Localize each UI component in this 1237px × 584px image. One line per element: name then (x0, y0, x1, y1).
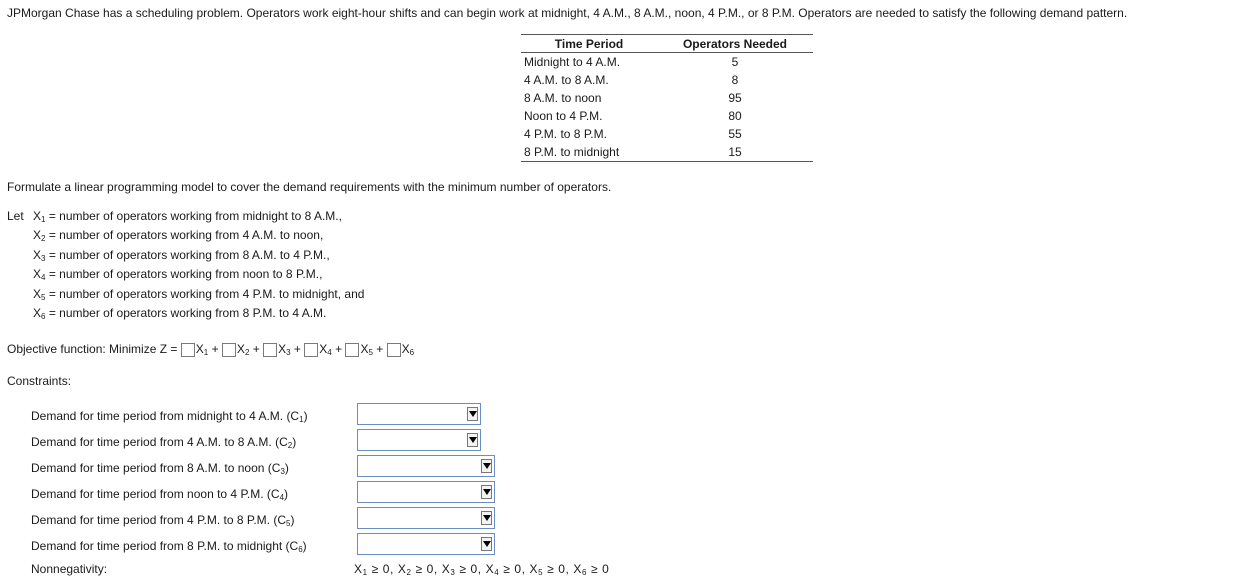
constraint-label-c6: Demand for time period from 8 P.M. to midnight $(C_6)$ (31, 539, 307, 554)
var-description: = number of operators working from noon to 8 P.M., (48, 267, 323, 281)
objective-function: Objective function: Minimize $Z = X_1 + X_2 + X_3 + X_4 + X_5 + X_6$ (7, 342, 415, 357)
constraints-heading: Constraints: (7, 374, 72, 388)
var-subscript: 4 (41, 273, 46, 282)
table-row (521, 107, 813, 125)
chevron-down-icon[interactable] (467, 433, 478, 447)
period-cell: 8 P.M. to midnight (521, 143, 657, 162)
variable-definition: $X_2$ = number of operators working from 4 A.M. to noon, (33, 228, 324, 243)
coefficient-input-x6[interactable] (387, 343, 401, 357)
coefficient-input-x4[interactable] (304, 343, 318, 357)
constraint-select-c2[interactable] (357, 429, 481, 451)
table-row (521, 71, 813, 89)
chevron-down-icon[interactable] (481, 511, 492, 525)
variable-definition: $X_3$ = number of operators working from 8 A.M. to 4 P.M., (33, 248, 330, 263)
var-description: = number of operators working from 8 A.M. to 4 P.M., (48, 248, 330, 262)
needed-cell: 15 (657, 143, 813, 162)
var-description: = number of operators working from 8 P.M. to 4 A.M. (48, 306, 327, 320)
table-row (521, 89, 813, 107)
period-cell: Midnight to 4 A.M. (524, 55, 621, 69)
instruction-text: Formulate a linear programming model to cover the demand requirements with the minimum number of operators. (7, 180, 612, 194)
constraint-select-c3[interactable] (357, 455, 495, 477)
var-subscript: 5 (41, 293, 46, 302)
period-cell: 4 P.M. to 8 P.M. (524, 127, 607, 141)
constraint-label-c3: Demand for time period from 8 A.M. to noon $(C_3)$ (31, 461, 289, 476)
problem-intro: JPMorgan Chase has a scheduling problem. Operators work eight-hour shifts and can begin work at midnight, 4 A.M., 8 A.M., noon, 4 P.M., or 8 P.M. Operators are needed to satisfy the following demand pattern. (7, 6, 1128, 20)
var-subscript: 6 (41, 312, 46, 321)
table-row (521, 143, 813, 162)
demand-table (521, 34, 813, 162)
constraint-select-c1[interactable] (357, 403, 481, 425)
let-label: Let (7, 209, 24, 223)
var-subscript: 2 (41, 234, 46, 243)
chevron-down-icon[interactable] (481, 537, 492, 551)
table-row (521, 53, 813, 72)
objective-label: Objective function: Minimize Z = (7, 342, 178, 356)
needed-cell: 55 (728, 127, 742, 141)
needed-cell: 5 (731, 55, 739, 69)
period-cell: 8 A.M. to noon (524, 91, 602, 105)
chevron-down-icon[interactable] (481, 485, 492, 499)
period-cell: 4 A.M. to 8 A.M. (524, 73, 609, 87)
coefficient-input-x2[interactable] (222, 343, 236, 357)
constraint-select-c6[interactable] (357, 533, 495, 555)
needed-cell: 80 (728, 109, 742, 123)
variable-definition: $X_5$ = number of operators working from 4 P.M. to midnight, and (33, 287, 365, 302)
needed-cell: 8 (731, 73, 739, 87)
needed-cell: 95 (728, 91, 742, 105)
table-row (521, 125, 813, 143)
nonnegativity-label: Nonnegativity: (31, 562, 108, 576)
variable-definition: $X_4$ = number of operators working from noon to 8 P.M., (33, 267, 323, 282)
chevron-down-icon[interactable] (481, 459, 492, 473)
constraint-label-c4: Demand for time period from noon to 4 P.M. $(C_4)$ (31, 487, 289, 502)
constraint-label-c1: Demand for time period from midnight to 4 A.M. $(C_1)$ (31, 409, 308, 424)
var-subscript: 1 (41, 215, 46, 224)
coefficient-input-x1[interactable] (181, 343, 195, 357)
header-time-period: Time Period (521, 35, 657, 53)
constraint-select-c4[interactable] (357, 481, 495, 503)
variable-definition: $X_6$ = number of operators working from 8 P.M. to 4 A.M. (33, 306, 327, 321)
coefficient-input-x5[interactable] (345, 343, 359, 357)
var-subscript: 3 (41, 254, 46, 263)
nonnegativity-expression: $X_1 \ge 0$, $X_2 \ge 0$, $X_3 \ge 0$, $X_4 \ge 0$, $X_5 \ge 0$, $X_6 \ge 0$ (354, 562, 610, 577)
coefficient-input-x3[interactable] (263, 343, 277, 357)
var-description: = number of operators working from 4 P.M. to midnight, and (48, 287, 365, 301)
constraint-select-c5[interactable] (357, 507, 495, 529)
var-description: = number of operators working from 4 A.M. to noon, (48, 228, 324, 242)
constraint-label-c2: Demand for time period from 4 A.M. to 8 A.M. $(C_2)$ (31, 435, 297, 450)
var-description: = number of operators working from midnight to 8 A.M., (48, 209, 342, 223)
period-cell: Noon to 4 P.M. (524, 109, 603, 123)
variable-definition: $X_1$ = number of operators working from midnight to 8 A.M., (33, 209, 342, 224)
header-operators-needed: Operators Needed (657, 35, 813, 53)
chevron-down-icon[interactable] (467, 407, 478, 421)
constraint-label-c5: Demand for time period from 4 P.M. to 8 P.M. $(C_5)$ (31, 513, 295, 528)
